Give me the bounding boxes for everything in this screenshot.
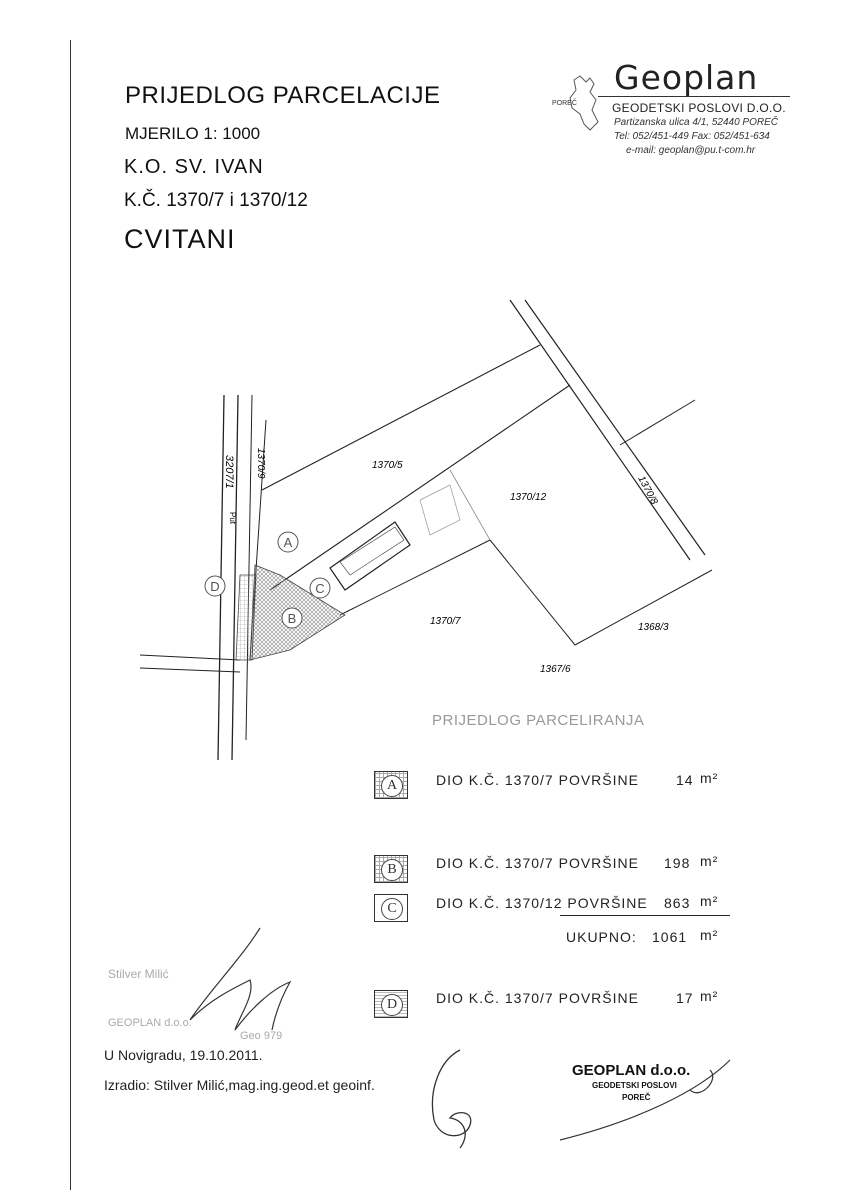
legend-row-b-text: DIO K.Č. 1370/7 POVRŠINE bbox=[436, 855, 639, 871]
surveyor-stamp-company: GEOPLAN d.o.o. bbox=[108, 1017, 192, 1029]
parcel-boundary bbox=[525, 300, 705, 555]
total-unit: m² bbox=[700, 927, 719, 943]
legend-marker-b bbox=[374, 855, 408, 883]
parcel-label-1367-6: 1367/6 bbox=[540, 664, 571, 675]
legend-row-a-text: DIO K.Č. 1370/7 POVRŠINE bbox=[436, 772, 639, 788]
parcel-label-1370-5: 1370/5 bbox=[372, 460, 403, 471]
svg-text:D: D bbox=[210, 579, 220, 594]
legend-marker-d bbox=[374, 990, 408, 1018]
total-value: 1061 bbox=[652, 929, 688, 945]
building bbox=[330, 522, 410, 590]
handwritten-initial bbox=[420, 1040, 500, 1150]
parcel-label-3207-1: 3207/1 bbox=[223, 455, 235, 489]
total-label: UKUPNO: bbox=[566, 929, 637, 945]
document-title: PRIJEDLOG PARCELACIJE bbox=[125, 82, 441, 109]
company-stamp-line2: GEODETSKI POSLOVI bbox=[592, 1081, 677, 1090]
company-phone: Tel: 052/451-449 Fax: 052/451-634 bbox=[614, 131, 770, 142]
parcel-boundary bbox=[620, 400, 695, 445]
legend-row-c-value: 863 bbox=[664, 895, 691, 911]
company-logo-name: Geoplan bbox=[614, 58, 759, 97]
cadastral-municipality: K.O. SV. IVAN bbox=[124, 156, 264, 178]
company-subtitle: GEODETSKI POSLOVI D.O.O. bbox=[612, 101, 786, 115]
marker-c bbox=[310, 578, 330, 598]
parcel-boundary bbox=[575, 570, 712, 645]
parcel-label-1370-8: 1370/8 bbox=[635, 474, 660, 507]
legend-marker-b-letter: B bbox=[381, 859, 403, 881]
place-date: U Novigradu, 19.10.2011. bbox=[104, 1047, 263, 1063]
prepared-by: Izradio: Stilver Milić,mag.ing.geod.et geoinf. bbox=[104, 1077, 375, 1093]
locality-name: CVITANI bbox=[124, 224, 236, 254]
company-email: e-mail: geoplan@pu.t-com.hr bbox=[626, 145, 756, 156]
legend-row-a-unit: m² bbox=[700, 770, 719, 786]
road-label: Put bbox=[228, 512, 237, 525]
svg-text:A: A bbox=[283, 535, 293, 550]
road-line bbox=[246, 395, 252, 740]
company-signature bbox=[560, 1050, 740, 1150]
surveyor-stamp-number: Geo 979 bbox=[240, 1030, 283, 1042]
svg-text:B: B bbox=[287, 611, 297, 626]
legend-title: PRIJEDLOG PARCELIRANJA bbox=[432, 712, 645, 729]
legend-row-b-unit: m² bbox=[700, 853, 719, 869]
surveyor-signature bbox=[180, 920, 310, 1040]
legend-row-d-unit: m² bbox=[700, 988, 719, 1004]
legend-row-d-text: DIO K.Č. 1370/7 POVRŠINE bbox=[436, 990, 639, 1006]
parcel-label-1368-3: 1368/3 bbox=[638, 622, 669, 633]
company-stamp-line3: POREČ bbox=[622, 1093, 651, 1102]
legend-row-c-text: DIO K.Č. 1370/12 POVRŠINE bbox=[436, 895, 648, 911]
marker-d bbox=[205, 576, 225, 596]
legend-row-d-value: 17 bbox=[676, 990, 694, 1006]
legend-marker-c bbox=[374, 894, 408, 922]
road-line bbox=[140, 655, 240, 660]
parcel-boundary bbox=[490, 540, 575, 645]
road-line bbox=[232, 395, 238, 760]
legend-marker-a bbox=[374, 771, 408, 799]
svg-text:C: C bbox=[315, 581, 325, 596]
parcel-boundary bbox=[510, 300, 690, 560]
marker-a bbox=[278, 532, 298, 552]
surveyor-stamp-name: Stilver Milić bbox=[108, 967, 169, 981]
legend-row-c-unit: m² bbox=[700, 893, 719, 909]
sum-line bbox=[560, 915, 730, 916]
building-inner bbox=[340, 527, 404, 575]
legend-marker-a-letter: A bbox=[381, 775, 403, 797]
legend-marker-c-letter: C bbox=[381, 898, 403, 920]
parcel-label-1370-7: 1370/7 bbox=[430, 616, 461, 627]
legend-marker-d-letter: D bbox=[381, 994, 403, 1016]
area-d-grid bbox=[236, 575, 256, 660]
parcel-numbers: K.Č. 1370/7 i 1370/12 bbox=[124, 190, 308, 211]
legend-row-a-value: 14 bbox=[676, 772, 694, 788]
logo-place-tag: POREČ bbox=[552, 100, 577, 107]
road-line bbox=[140, 668, 240, 672]
company-address: Partizanska ulica 4/1, 52440 POREČ bbox=[614, 117, 778, 128]
scale-label: MJERILO 1: 1000 bbox=[125, 124, 261, 143]
parcel-label-1370-12: 1370/12 bbox=[510, 492, 547, 503]
marker-b bbox=[282, 608, 302, 628]
legend-row-b-value: 198 bbox=[664, 855, 691, 871]
parcel-label-1370-9: 1370/9 bbox=[255, 448, 266, 479]
company-stamp-name: GEOPLAN d.o.o. bbox=[572, 1062, 691, 1079]
building-outline bbox=[420, 485, 460, 535]
parcel-boundary bbox=[270, 385, 570, 590]
